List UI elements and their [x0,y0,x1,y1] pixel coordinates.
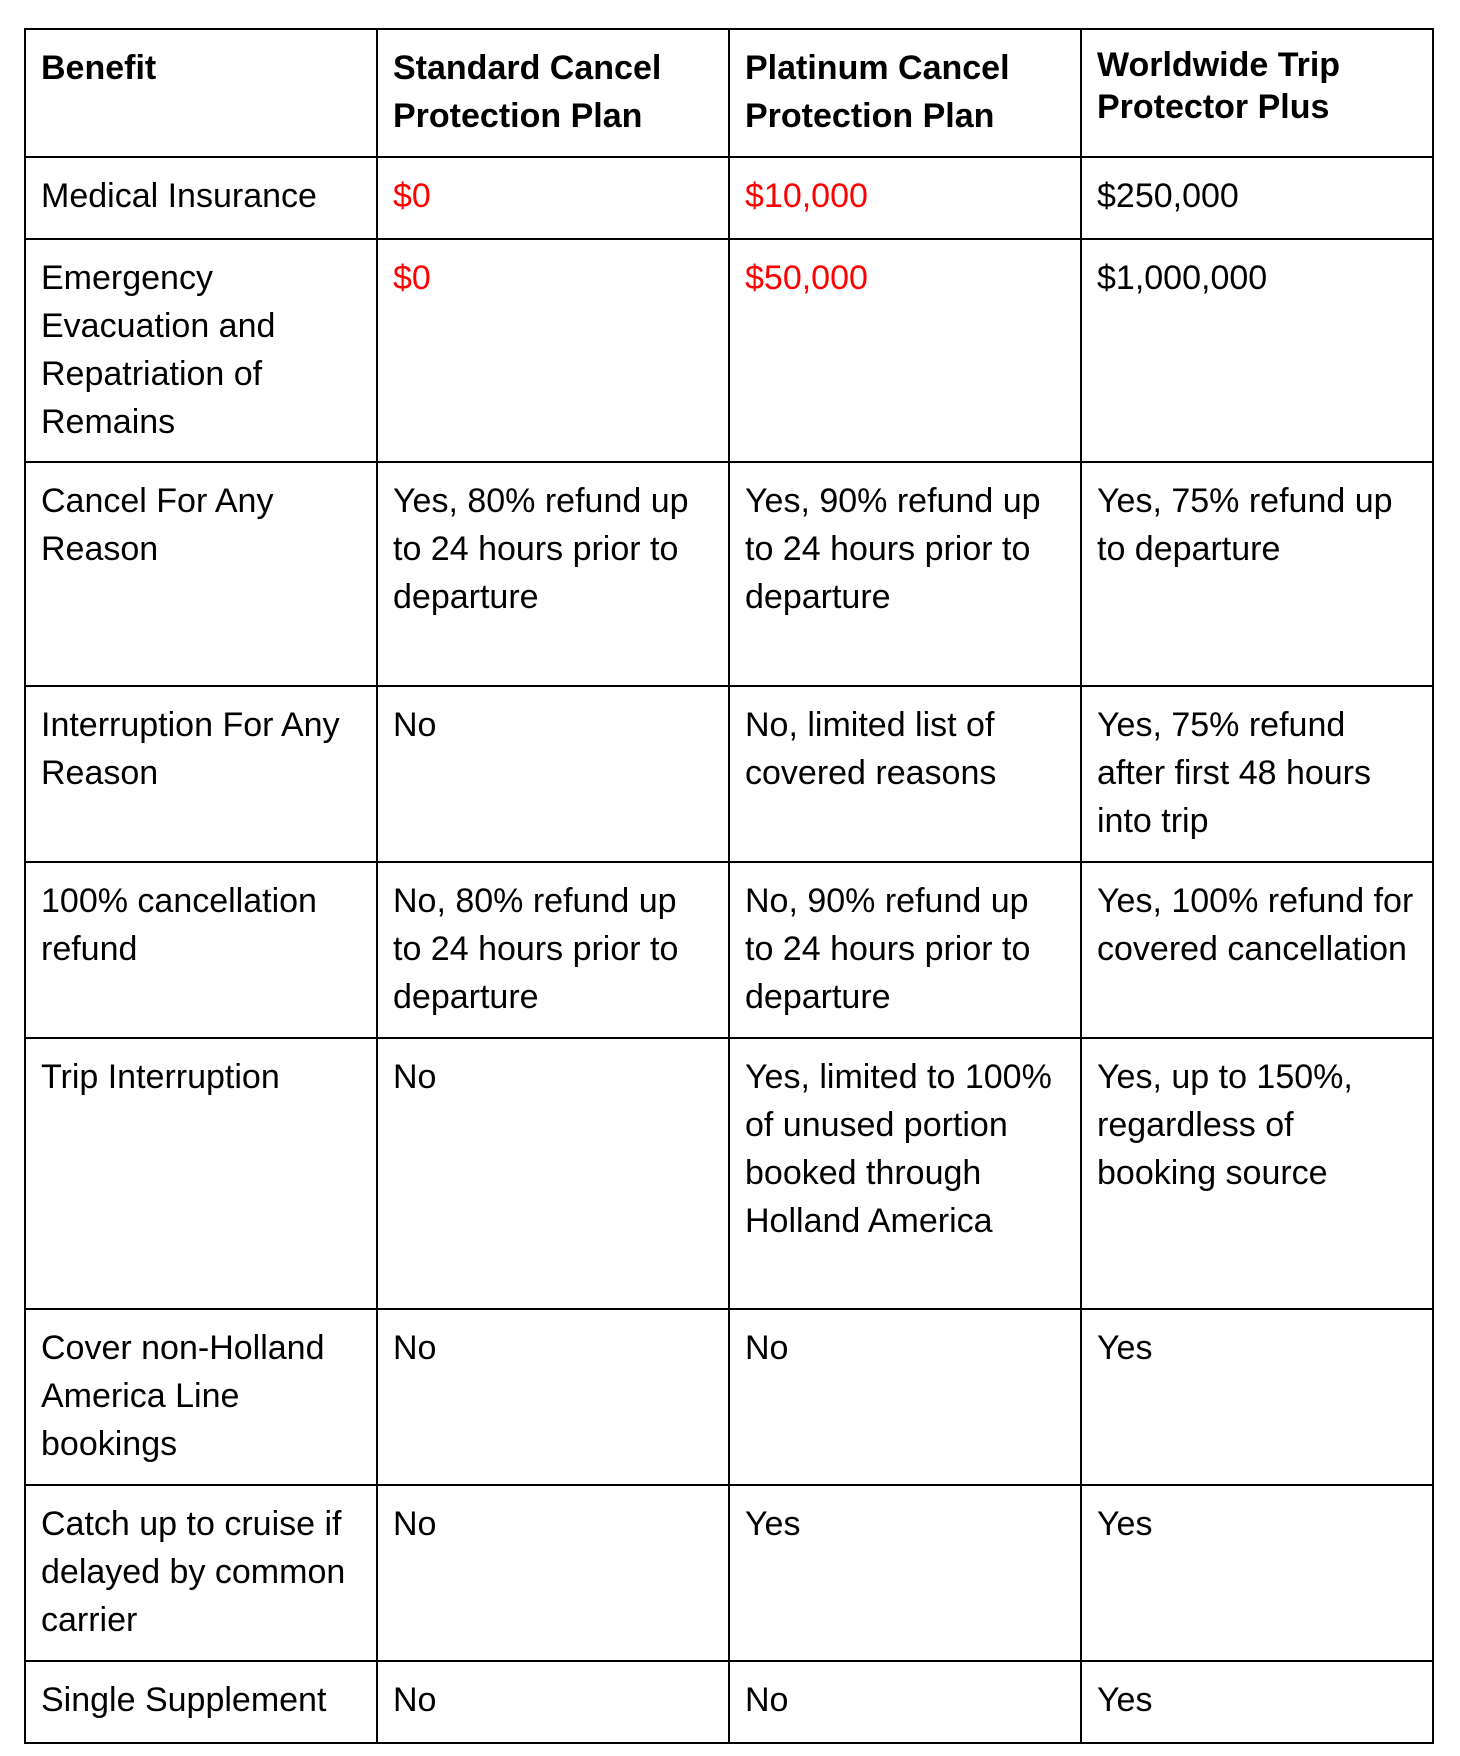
standard-value-cell: $0 [377,239,729,462]
header-benefit: Benefit [25,29,377,157]
table-row [25,1661,1433,1743]
platinum-value-cell: Yes [729,1485,1081,1661]
table-header-row [25,29,1433,157]
header-standard-plan: Standard Cancel Protection Plan [377,29,729,157]
platinum-value-cell: Yes, limited to 100% of unused portion booked through Holland America [729,1038,1081,1309]
benefit-cell: 100% cancellation refund [25,862,377,1038]
platinum-value-cell: No [729,1661,1081,1743]
worldwide-value-cell: Yes, 75% refund after first 48 hours into trip [1081,686,1433,862]
standard-value-cell: No [377,1485,729,1661]
platinum-value-cell: No [729,1309,1081,1485]
table-row [25,157,1433,239]
standard-value-cell: No [377,686,729,862]
worldwide-value-cell: $1,000,000 [1081,239,1433,462]
plan-comparison-table [24,28,1434,1744]
standard-value-cell: No [377,1661,729,1743]
table-row [25,1038,1433,1309]
benefit-cell: Catch up to cruise if delayed by common carrier [25,1485,377,1661]
worldwide-value-cell: Yes [1081,1309,1433,1485]
platinum-value-cell: $50,000 [729,239,1081,462]
platinum-value-cell: No, 90% refund up to 24 hours prior to departure [729,862,1081,1038]
header-platinum-plan: Platinum Cancel Protection Plan [729,29,1081,157]
worldwide-value-cell: Yes [1081,1661,1433,1743]
benefit-cell: Cover non-Holland America Line bookings [25,1309,377,1485]
table-row [25,1485,1433,1661]
standard-value-cell: Yes, 80% refund up to 24 hours prior to departure [377,462,729,686]
benefit-cell: Trip Interruption [25,1038,377,1309]
table-row [25,462,1433,686]
benefit-cell: Emergency Evacuation and Repatriation of Remains [25,239,377,462]
header-worldwide-plan: Worldwide Trip Protector Plus [1081,29,1433,157]
table-row [25,862,1433,1038]
table-row [25,1309,1433,1485]
worldwide-value-cell: Yes, 100% refund for covered cancellation [1081,862,1433,1038]
benefit-cell: Interruption For Any Reason [25,686,377,862]
benefit-cell: Medical Insurance [25,157,377,239]
platinum-value-cell: $10,000 [729,157,1081,239]
standard-value-cell: $0 [377,157,729,239]
standard-value-cell: No [377,1309,729,1485]
worldwide-value-cell: Yes, up to 150%, regardless of booking source [1081,1038,1433,1309]
worldwide-value-cell: $250,000 [1081,157,1433,239]
platinum-value-cell: Yes, 90% refund up to 24 hours prior to departure [729,462,1081,686]
worldwide-value-cell: Yes, 75% refund up to departure [1081,462,1433,686]
worldwide-value-cell: Yes [1081,1485,1433,1661]
table-row [25,239,1433,462]
benefit-cell: Single Supplement [25,1661,377,1743]
standard-value-cell: No, 80% refund up to 24 hours prior to departure [377,862,729,1038]
benefit-cell: Cancel For Any Reason [25,462,377,686]
standard-value-cell: No [377,1038,729,1309]
platinum-value-cell: No, limited list of covered reasons [729,686,1081,862]
table-row [25,686,1433,862]
